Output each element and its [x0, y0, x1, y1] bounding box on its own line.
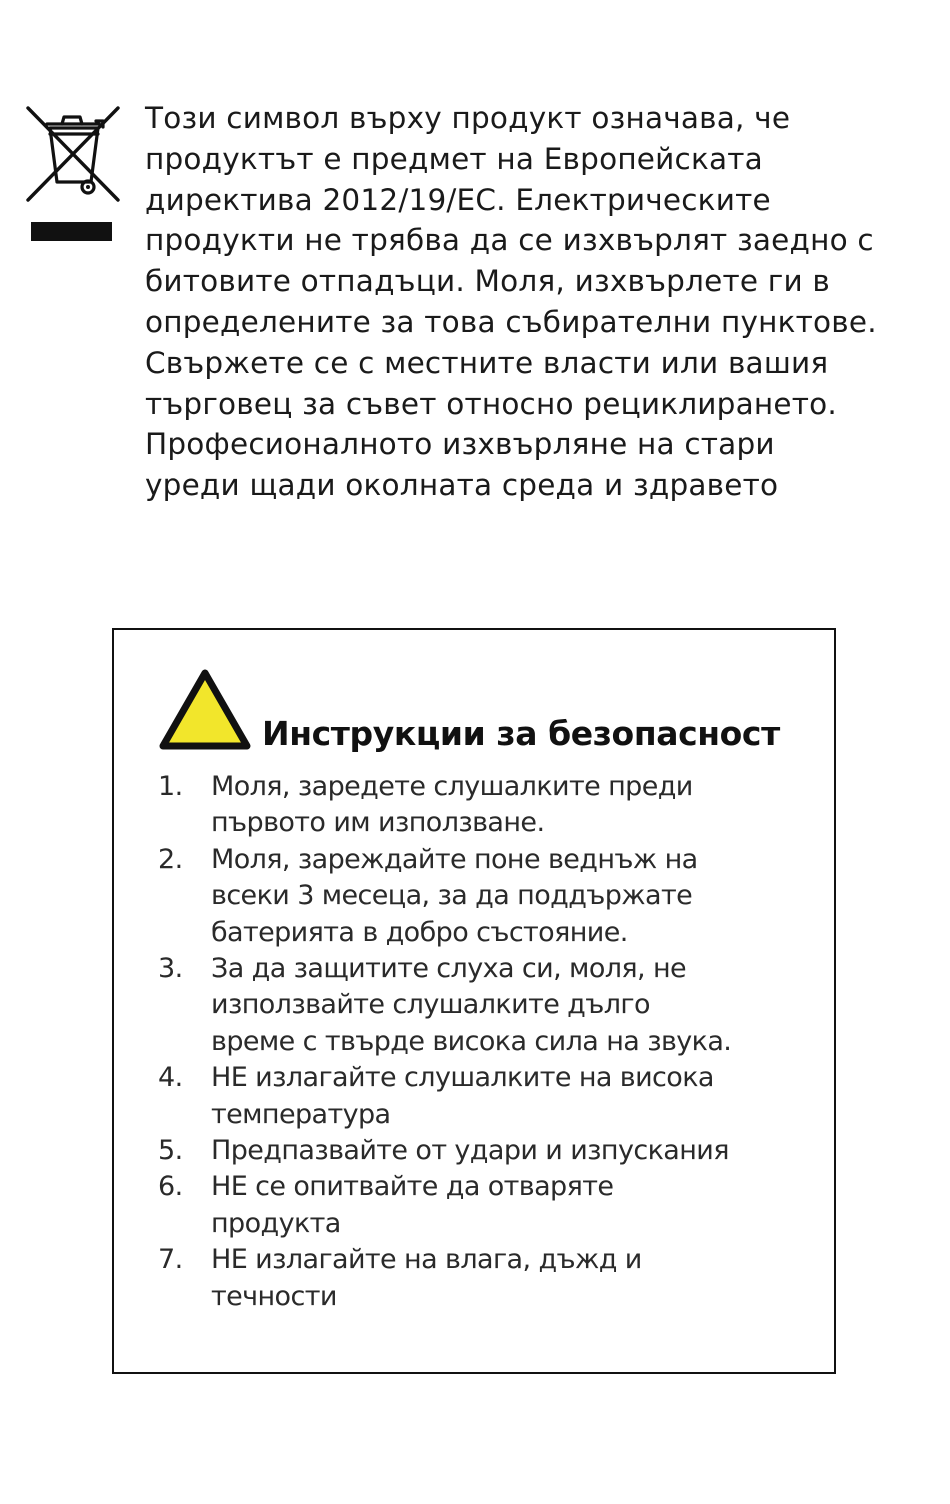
- list-item-text: Предпазвайте от удари и изпускания: [211, 1135, 729, 1167]
- list-item-text: продукта: [211, 1207, 341, 1239]
- disposal-paragraph: [145, 98, 935, 506]
- list-item-text: Моля, зареждайте поне веднъж на: [211, 843, 698, 875]
- list-item-number: 2.: [158, 843, 183, 875]
- disposal-line: битовите отпадъци. Моля, изхвърлете ги в: [145, 264, 830, 299]
- list-item-text: НЕ излагайте слушалките на висока: [211, 1062, 714, 1094]
- disposal-line: Професионалното изхвърляне на стари: [145, 427, 775, 462]
- crossed-out-wheelie-bin-icon: [24, 104, 122, 204]
- list-item-text: За да защитите слуха си, моля, не: [211, 953, 687, 985]
- list-item-text: време с твърде висока сила на звука.: [211, 1025, 732, 1057]
- disposal-line: уреди щади околната среда и здравето: [145, 468, 779, 503]
- list-item: [158, 1133, 798, 1169]
- disposal-line: Свържете се с местните власти или вашия: [145, 345, 829, 380]
- list-item-text: течности: [211, 1280, 337, 1312]
- disposal-line: продукти не трябва да се изхвърлят заедно с: [145, 223, 874, 258]
- safety-list: [158, 769, 798, 1315]
- list-item-text: първото им използване.: [211, 807, 545, 839]
- list-item: [158, 951, 798, 1060]
- list-item: [158, 1060, 798, 1133]
- list-item-number: 5.: [158, 1135, 183, 1167]
- list-item: [158, 769, 798, 842]
- list-item-number: 7.: [158, 1244, 183, 1276]
- disposal-line: определените за това събирателни пунктове.: [145, 304, 877, 339]
- disposal-line: директива 2012/19/ЕС. Електрическите: [145, 182, 771, 217]
- list-item-text: Моля, заредете слушалките преди: [211, 771, 693, 802]
- list-item-text: НЕ се опитвайте да отваряте: [211, 1171, 614, 1203]
- list-item-number: 1.: [158, 771, 183, 802]
- disposal-line: търговец за съвет относно рециклирането.: [145, 386, 837, 421]
- list-item-text: използвайте слушалките дълго: [211, 989, 650, 1021]
- list-item-number: 3.: [158, 953, 183, 985]
- list-item-number: 6.: [158, 1171, 183, 1203]
- safety-title: Инструкции за безопасност: [262, 714, 780, 753]
- weee-underline-bar: [31, 222, 112, 241]
- list-item-text: всеки 3 месеца, за да поддържате: [211, 880, 693, 912]
- disposal-line: продуктът е предмет на Европейската: [145, 141, 763, 176]
- list-item: [158, 1242, 798, 1315]
- list-item-number: 4.: [158, 1062, 183, 1094]
- list-item-text: батерията в добро състояние.: [211, 916, 628, 948]
- warning-triangle-icon: [158, 668, 252, 752]
- list-item: [158, 842, 798, 951]
- disposal-line: Този символ върху продукт означава, че: [145, 101, 791, 135]
- list-item-text: НЕ излагайте на влага, дъжд и: [211, 1244, 642, 1276]
- safety-instructions-box: [112, 628, 836, 1374]
- list-item-text: температура: [211, 1098, 391, 1130]
- list-item: [158, 1169, 798, 1242]
